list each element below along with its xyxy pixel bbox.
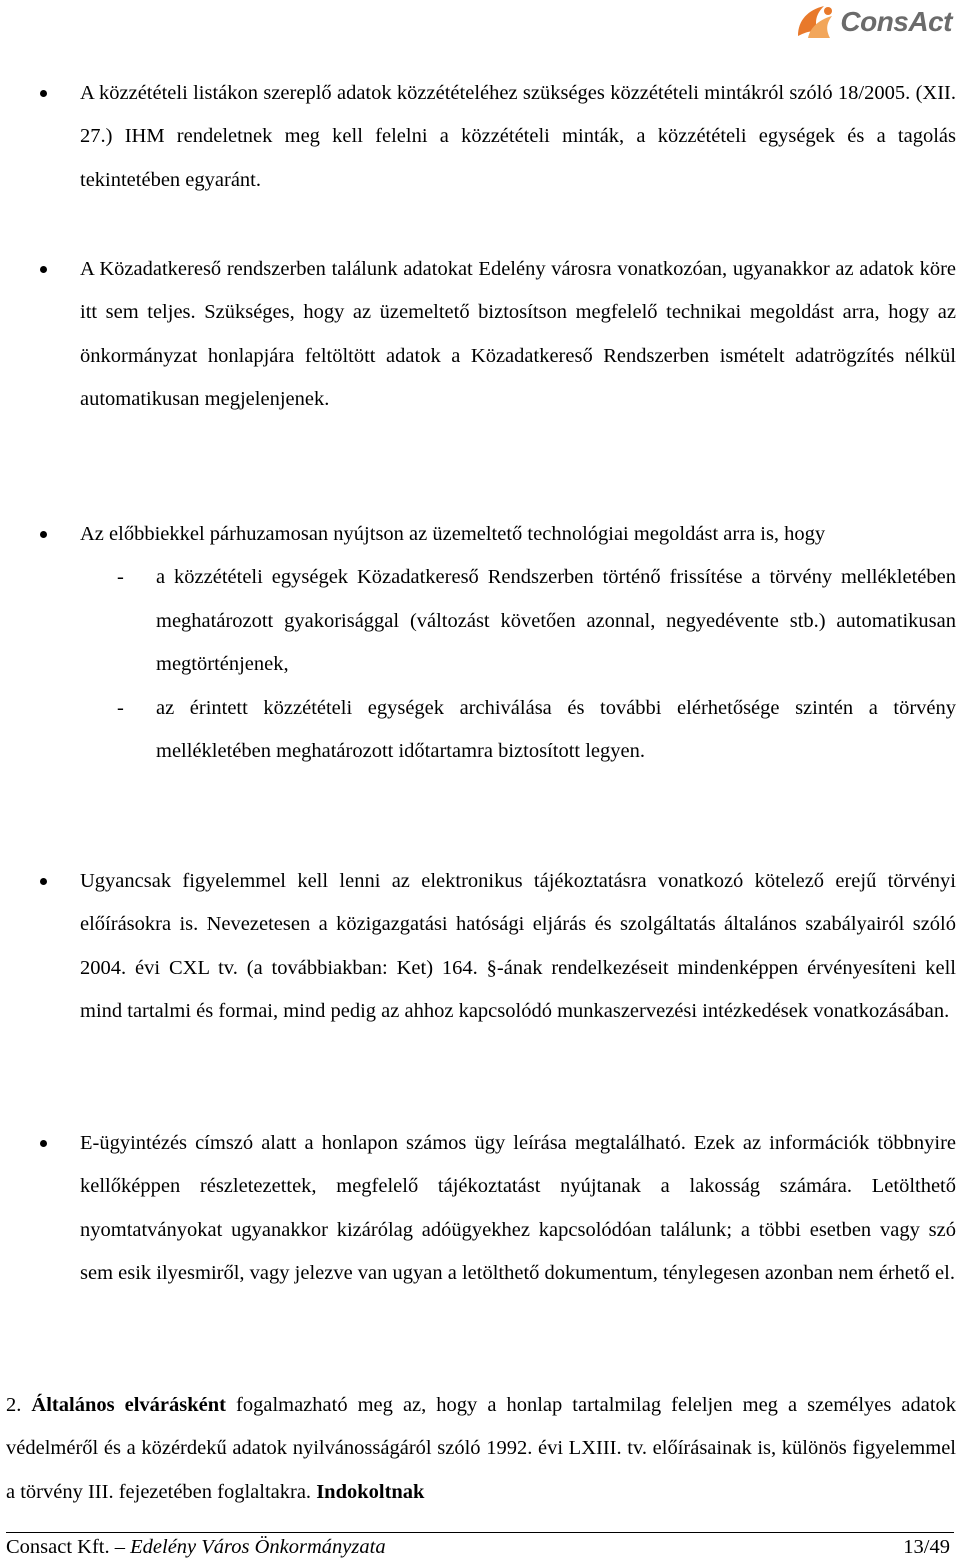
section-text: fogalmazható meg az, hogy a honlap tartalmilag feleljen meg a személyes adatok védelméről és a közérdekű adatok nyilvánosságáról szóló 1992. évi LXIII. tv. előírásainak is, különös figyelemmel a törvény III. fejezetében foglaltakra. [6, 1394, 957, 1503]
bullet-text: A Közadatkereső rendszerben találunk adatokat Edelény városra vonatkozóan, ugyanakkor az adatok köre itt sem teljes. Szükséges, hogy az üzemeltető biztosítson megfelelő technikai megoldást arra, hogy az önkormányzat honlapjára feltöltött adatok a Közadatkereső Rendszerben ismételt adatrögzítés nélkül automatikusan megjelenjenek. [80, 258, 956, 411]
bullet-item [80, 72, 956, 202]
bullet-item [80, 860, 956, 1034]
section-number: 2. [6, 1394, 22, 1416]
bullet-text: A közzétételi listákon szereplő adatok közzétételéhez szükséges közzétételi mintákról szóló 18/2005. (XII. 27.) IHM rendeletnek meg kell felelni a közzétételi minták, a közzétételi egységek és a tagolás tekintetében egyaránt. [80, 82, 956, 191]
section-2-paragraph [6, 1384, 956, 1514]
dash-list [80, 556, 956, 773]
logo-text: ConsAct [840, 6, 952, 37]
bullet-text: Az előbbiekkel párhuzamosan nyújtson az üzemeltető technológiai megoldást arra is, hogy [80, 523, 826, 545]
dash-item: - a közzétételi egységek Közadatkereső Rendszerben történő frissítése a törvény mellékletében meghatározott gyakorisággal (változást követően azonnal, negyedévente stb.) automatikusan megtörténjenek, [80, 556, 956, 686]
page-footer [6, 1536, 950, 1562]
bullet-item [80, 248, 956, 422]
dash-item: - az érintett közzétételi egységek archiválása és további elérhetősége szintén a törvény mellékletében meghatározott időtartamra biztosított legyen. [80, 687, 956, 774]
consact-logo [794, 2, 952, 42]
footer-company: Consact Kft. – [6, 1536, 125, 1558]
bullet-text: Ugyancsak figyelemmel kell lenni az elektronikus tájékoztatásra vonatkozó kötelező erejű törvényi előírásokra is. Nevezetesen a közigazgatási hatósági eljárás és szolgáltatás általános szabályairól szóló 2004. évi CXL tv. (a továbbiakban: Ket) 164. §-ának rendelkezéseit mindenképpen érvényesíteni kell mind tartalmi és formai, mind pedig az ahhoz kapcsolódó munkaszervezési intézkedések vonatkozásában. [80, 870, 956, 1023]
bullet-item [80, 513, 956, 773]
footer-left [6, 1536, 386, 1562]
section-bold-tail: Indokoltnak [316, 1480, 425, 1503]
consact-flame-icon [794, 2, 838, 42]
page-number: 13/49 [903, 1536, 950, 1558]
bullet-item [80, 1122, 956, 1296]
footer-divider [6, 1532, 954, 1533]
footer-document-title: Edelény Város Önkormányzata [130, 1536, 386, 1558]
bullet-text: E-ügyintézés címszó alatt a honlapon számos ügy leírása megtalálható. Ezek az információk többnyire kellőképpen részletezettek, megfelelő tájékoztatást nyújtanak a lakosság számára. Letölthető nyomtatványokat ugyanakkor kizárólag adóügyekhez kapcsolódóan találunk; a többi esetben vagy szó sem esik ilyesmiről, vagy jelezve van ugyan a letölthető dokumentum, ténylegesen azonban nem érhető el. [80, 1132, 956, 1285]
section-bold-lead: Általános elvárásként [31, 1394, 226, 1416]
